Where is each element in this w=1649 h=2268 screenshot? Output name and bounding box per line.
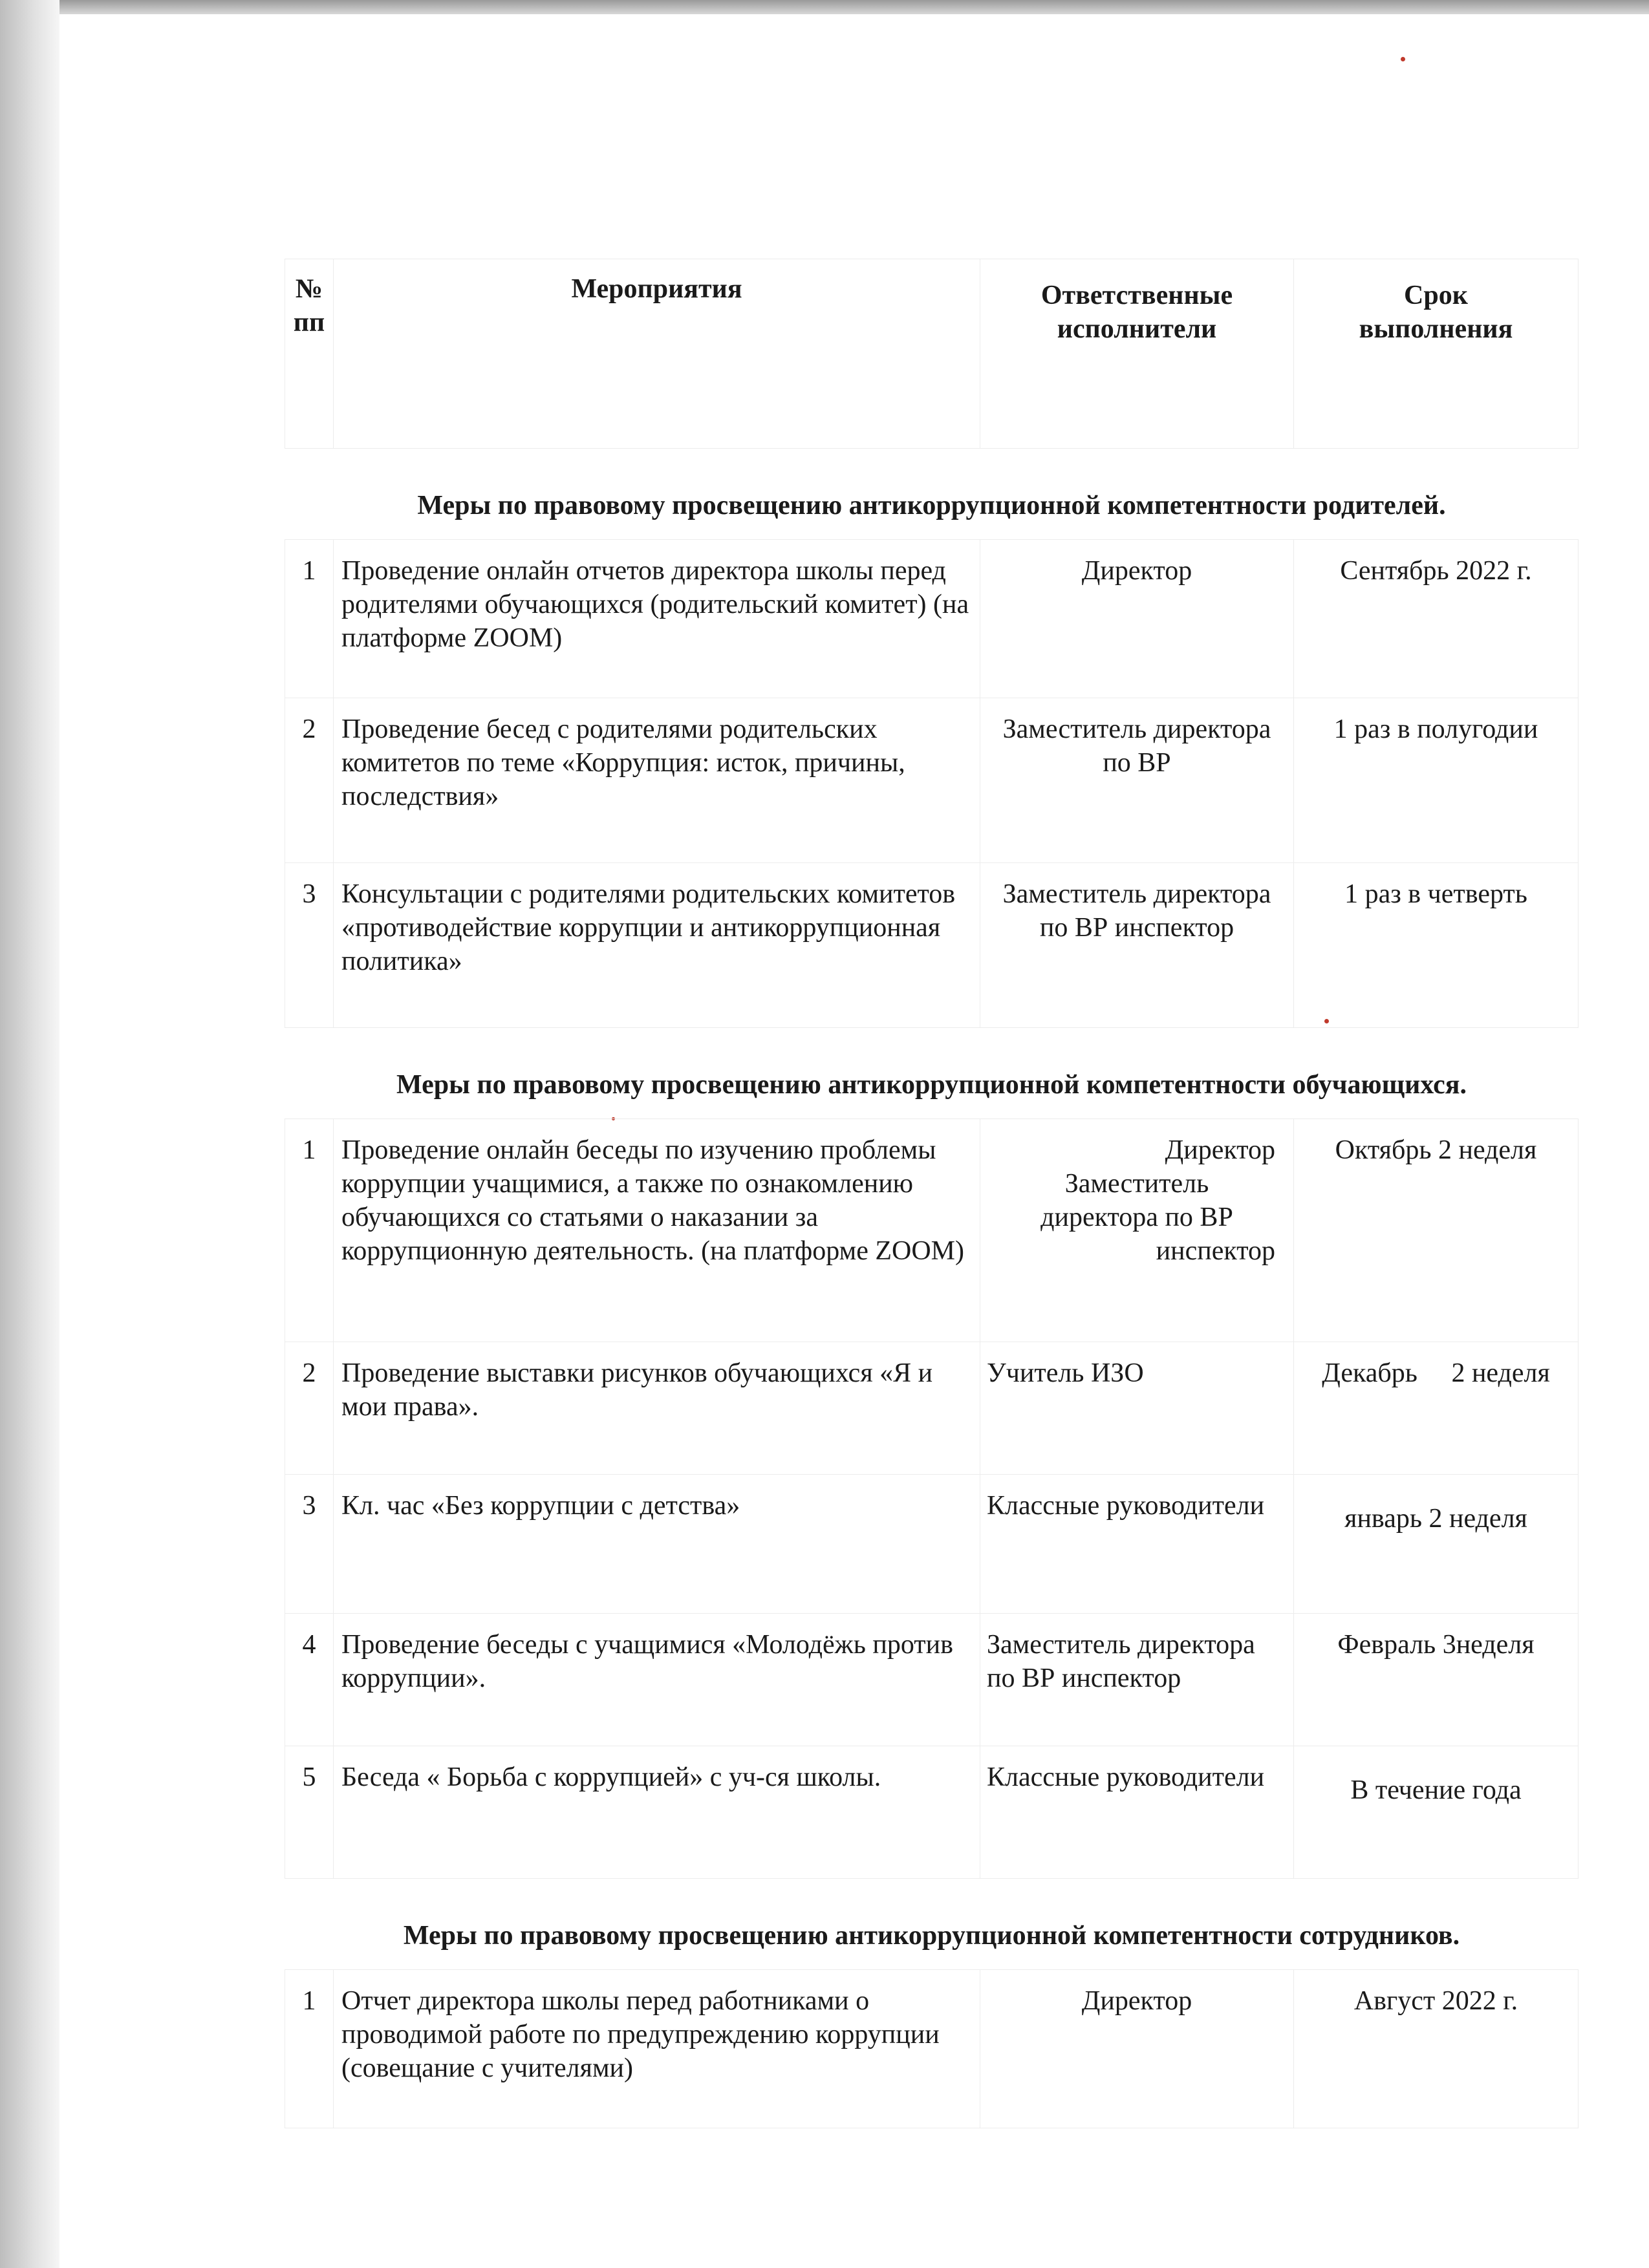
section-heading-row [285, 1028, 1579, 1119]
scan-edge-left [0, 0, 59, 2268]
row-term: Август 2022 г. [1294, 1970, 1579, 2128]
table-row [285, 1342, 1579, 1475]
row-term: 1 раз в полугодии [1294, 698, 1579, 863]
row-responsible: Заместитель директора по ВР [980, 698, 1294, 863]
scan-speck [1401, 57, 1405, 61]
row-event: Проведение беседы с учащимися «Молодёжь против коррупции». [334, 1614, 980, 1746]
section-heading-row [285, 449, 1579, 540]
table-row [285, 1119, 1579, 1342]
row-num: 1 [285, 540, 334, 698]
table-row [285, 540, 1579, 698]
header-term [1294, 259, 1579, 449]
row-event: Кл. час «Без коррупции с детства» [334, 1475, 980, 1614]
row-event: Отчет директора школы перед работниками о проводимой работе по предупреждению коррупции (совещание с учителями) [334, 1970, 980, 2128]
header-term-line: Срок [1404, 281, 1468, 310]
section-heading: Меры по правовому просвещению антикоррупционной компетентности родителей. [417, 491, 1446, 520]
header-num [285, 259, 334, 449]
table-row [285, 1746, 1579, 1879]
row-responsible [980, 1119, 1294, 1342]
row-term: В течение года [1294, 1746, 1579, 1879]
row-responsible-line: Директор [1165, 1135, 1275, 1165]
section-heading: Меры по правовому просвещению антикоррупционной компетентности сотрудников. [403, 1921, 1460, 1951]
section-heading-row [285, 1879, 1579, 1970]
row-event: Проведение онлайн беседы по изучению проблемы коррупции учащимися, а также по ознакомлению обучающихся со статьями о наказании за коррупционную деятельность. (на платформе ZOOM) [334, 1119, 980, 1342]
header-responsible-line: исполнители [1057, 314, 1217, 344]
measures-table [285, 259, 1579, 2128]
row-num: 2 [285, 1342, 334, 1475]
row-num: 3 [285, 1475, 334, 1614]
table-row [285, 863, 1579, 1028]
table-row [285, 1970, 1579, 2128]
table-row [285, 1614, 1579, 1746]
row-term: январь 2 неделя [1294, 1475, 1579, 1614]
row-responsible: Директор [980, 1970, 1294, 2128]
row-num: 4 [285, 1614, 334, 1746]
row-event: Беседа « Борьба с коррупцией» с уч-ся школы. [334, 1746, 980, 1879]
table-row [285, 698, 1579, 863]
row-term: Февраль 3неделя [1294, 1614, 1579, 1746]
table-row [285, 1475, 1579, 1614]
row-responsible: Заместитель директора по ВР инспектор [980, 1614, 1294, 1746]
row-num: 2 [285, 698, 334, 863]
row-responsible-line: директора по ВР [1040, 1203, 1233, 1232]
row-event: Проведение онлайн отчетов директора школы перед родителями обучающихся (родительский комитет) (на платформе ZOOM) [334, 540, 980, 698]
table-header-row [285, 259, 1579, 449]
row-term: Декабрь 2 неделя [1294, 1342, 1579, 1475]
row-num: 5 [285, 1746, 334, 1879]
row-responsible: Классные руководители [980, 1475, 1294, 1614]
section-heading: Меры по правовому просвещению антикоррупционной компетентности обучающихся. [396, 1070, 1467, 1100]
row-responsible-line: Заместитель [1064, 1169, 1209, 1199]
row-term: Октябрь 2 неделя [1294, 1119, 1579, 1342]
document-page [285, 259, 1578, 2128]
row-responsible: Директор [980, 540, 1294, 698]
row-responsible-line: инспектор [1156, 1236, 1275, 1266]
header-responsible-line: Ответственные [1040, 281, 1233, 310]
row-event: Проведение бесед с родителями родительских комитетов по теме «Коррупция: исток, причины, последствия» [334, 698, 980, 863]
header-term-line: выполнения [1359, 314, 1513, 344]
row-num: 1 [285, 1970, 334, 2128]
row-responsible: Учитель ИЗО [980, 1342, 1294, 1475]
row-term: Сентябрь 2022 г. [1294, 540, 1579, 698]
header-event: Мероприятия [334, 259, 980, 449]
row-event: Проведение выставки рисунков обучающихся «Я и мои права». [334, 1342, 980, 1475]
row-num: 3 [285, 863, 334, 1028]
header-num-line: пп [293, 308, 325, 337]
scan-edge-top [0, 0, 1649, 14]
row-num: 1 [285, 1119, 334, 1342]
row-event: Консультации с родителями родительских комитетов «противодействие коррупции и антикоррупционная политика» [334, 863, 980, 1028]
row-responsible: Классные руководители [980, 1746, 1294, 1879]
row-responsible: Заместитель директора по ВР инспектор [980, 863, 1294, 1028]
header-num-line: № [295, 274, 323, 304]
header-responsible [980, 259, 1294, 449]
row-term: 1 раз в четверть [1294, 863, 1579, 1028]
